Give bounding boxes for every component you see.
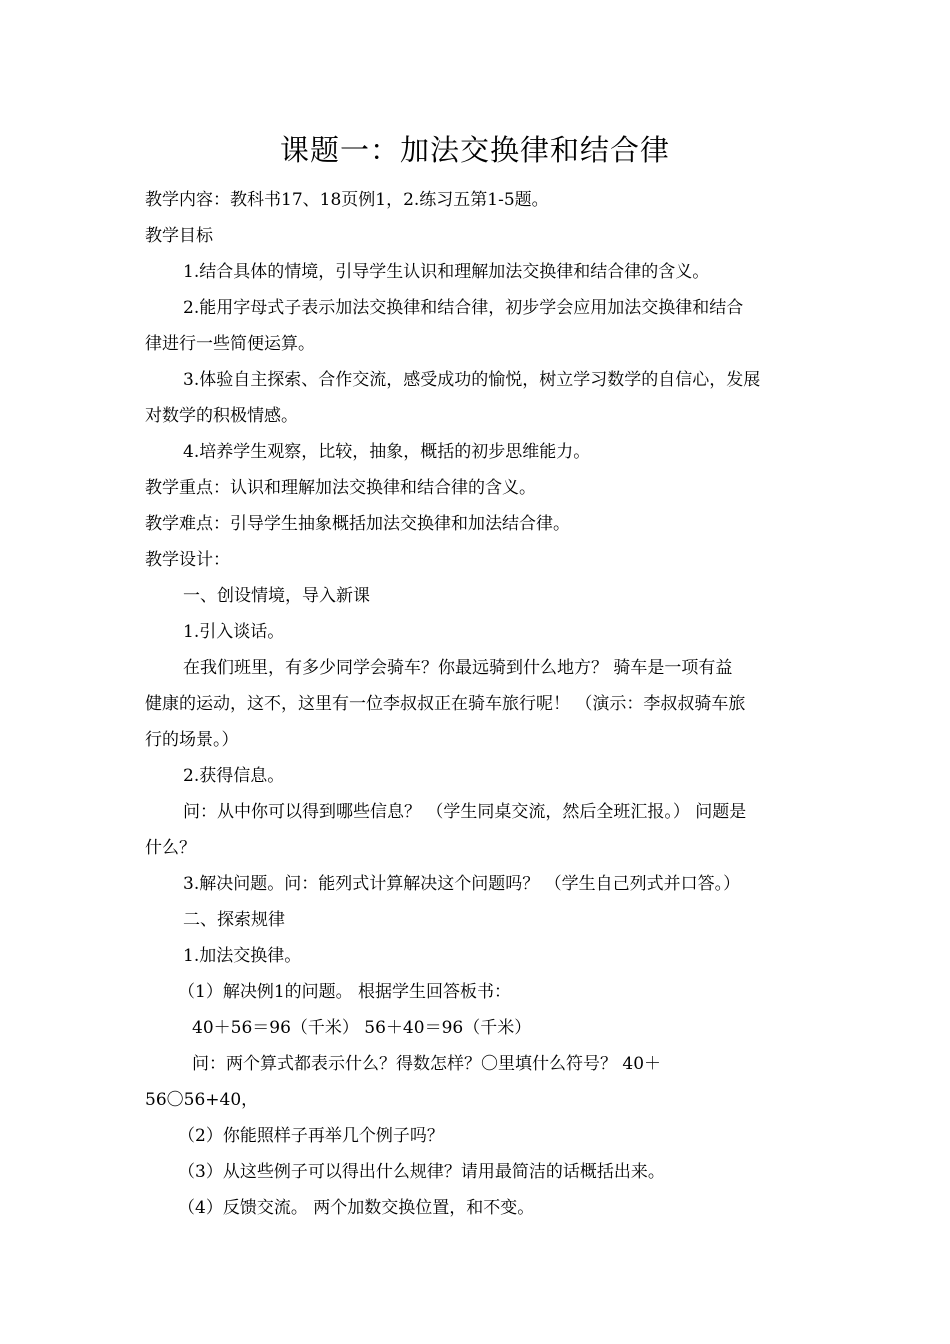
substep-1: （1）解决例1的问题。 根据学生回答板书：: [178, 982, 512, 1002]
goal-1: 1.结合具体的情境，引导学生认识和理解加法交换律和结合律的含义。: [183, 262, 710, 282]
goal-2-line-2: 律进行一些简便运算。: [145, 334, 315, 354]
question-line-2: 56〇56+40，: [145, 1090, 259, 1110]
step-3-text: 3.解决问题。问：能列式计算解决这个问题吗？ （学生自己列式并口答。）: [183, 874, 741, 894]
heading-teaching-goals: 教学目标: [145, 226, 213, 246]
goal-2-line-1: 2.能用字母式子表示加法交换律和结合律，初步学会应用加法交换律和结合: [183, 298, 744, 318]
goal-3-line-2: 对数学的积极情感。: [145, 406, 298, 426]
board-equations: 40＋56＝96（千米） 56＋40＝96（千米）: [192, 1018, 532, 1038]
step-1-text-line-1: 在我们班里，有多少同学会骑车？你最远骑到什么地方？ 骑车是一项有益: [183, 658, 733, 678]
teaching-focus: 教学重点：认识和理解加法交换律和结合律的含义。: [145, 478, 536, 498]
teaching-content: 教学内容：教科书17、18页例1，2.练习五第1-5题。: [145, 190, 549, 210]
step-1-text-line-2: 健康的运动，这不，这里有一位李叔叔正在骑车旅行呢！ （演示：李叔叔骑车旅: [145, 694, 746, 714]
section-2-heading: 二、探索规律: [183, 910, 285, 930]
substep-2: （2）你能照样子再举几个例子吗？: [178, 1126, 444, 1146]
substep-4: （4）反馈交流。 两个加数交换位置，和不变。: [178, 1198, 535, 1218]
step-2-text-line-2: 什么？: [145, 838, 196, 858]
teaching-difficulty: 教学难点：引导学生抽象概括加法交换律和加法结合律。: [145, 514, 570, 534]
commutative-law-heading: 1.加法交换律。: [183, 946, 302, 966]
step-1-text-line-3: 行的场景。）: [145, 730, 239, 750]
document-title: 课题一：加法交换律和结合律: [279, 133, 670, 167]
heading-teaching-design: 教学设计：: [145, 550, 230, 570]
substep-3: （3）从这些例子可以得出什么规律？请用最简洁的话概括出来。: [178, 1162, 665, 1182]
question-line-1: 问：两个算式都表示什么？得数怎样？〇里填什么符号？ 40＋: [192, 1054, 662, 1074]
step-2-text-line-1: 问：从中你可以得到哪些信息？ （学生同桌交流，然后全班汇报。） 问题是: [183, 802, 747, 822]
goal-4: 4.培养学生观察，比较，抽象，概括的初步思维能力。: [183, 442, 591, 462]
goal-3-line-1: 3.体验自主探索、合作交流，感受成功的愉悦，树立学习数学的自信心，发展: [183, 370, 761, 390]
step-1-heading: 1.引入谈话。: [183, 622, 285, 642]
section-1-heading: 一、创设情境，导入新课: [183, 586, 370, 606]
step-2-heading: 2.获得信息。: [183, 766, 285, 786]
